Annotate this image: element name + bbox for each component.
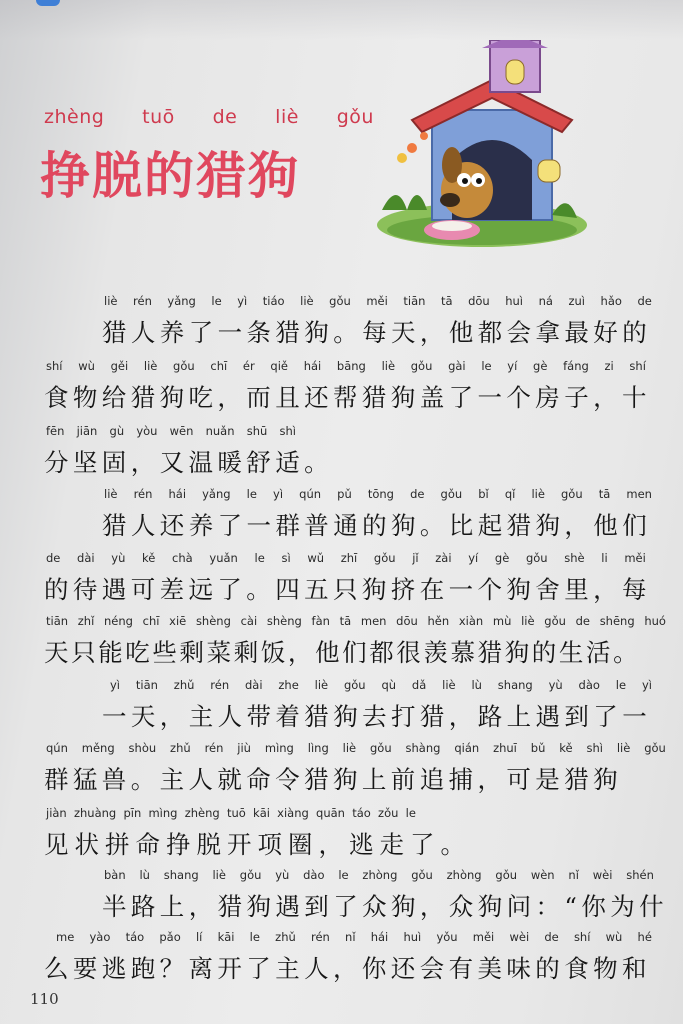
pinyin-syllable: yǒu — [436, 930, 458, 944]
pinyin-syllable: hái — [303, 359, 322, 373]
pinyin-syllable: yào — [89, 930, 111, 944]
pinyin-syllable: ér — [242, 359, 255, 373]
pinyin-syllable: gǒu — [525, 551, 548, 565]
pinyin-syllable: kāi — [253, 806, 270, 820]
pinyin-syllable: gǒu — [329, 294, 351, 308]
pinyin-syllable: liè — [104, 294, 118, 308]
pinyin-syllable: yí — [507, 359, 518, 373]
pinyin-syllable: gǒu — [173, 359, 195, 373]
pinyin-syllable: gǒu — [495, 868, 518, 882]
pinyin-syllable: liè — [616, 741, 631, 755]
pinyin-syllable: zhuàng — [73, 806, 117, 820]
pinyin-syllable: yì — [110, 678, 121, 692]
pinyin-syllable: de — [544, 930, 559, 944]
pinyin-syllable: lù — [471, 678, 482, 692]
pinyin-syllable: pǔ — [337, 487, 352, 501]
pinyin-syllable: gǒu — [370, 741, 392, 755]
pinyin-syllable: liè — [212, 868, 226, 882]
pinyin-syllable: liè — [521, 614, 535, 628]
pinyin-syllable: jiù — [237, 741, 251, 755]
pinyin-syllable: shì — [279, 424, 296, 438]
pinyin-syllable: li — [601, 551, 608, 565]
pinyin-syllable: liè — [381, 359, 396, 373]
pinyin-syllable: yù — [111, 551, 126, 565]
chinese-text: 么要逃跑？离开了主人，你还会有美味的食物和 — [44, 954, 651, 983]
pinyin-syllable: nǐ — [568, 868, 579, 882]
pinyin-syllable: yǎng — [167, 294, 196, 308]
pinyin-syllable: tā — [339, 614, 352, 628]
pinyin-syllable: yòu — [136, 424, 158, 438]
pinyin-syllable: rén — [133, 487, 153, 501]
pinyin-syllable: wèi — [592, 868, 613, 882]
pinyin-syllable: fáng — [563, 359, 589, 373]
pinyin-syllable: yù — [275, 868, 290, 882]
story-title: 挣脱的猎狗 — [40, 147, 300, 205]
pinyin-syllable: shàng — [405, 741, 441, 755]
pinyin-syllable: zhǐ — [77, 614, 95, 628]
chinese-text: 食物给猎狗吃，而且还帮猎狗盖了一个房子，十 — [44, 383, 651, 412]
pinyin-syllable: le — [338, 868, 349, 882]
pinyin-syllable: wǔ — [307, 551, 325, 565]
chinese-text: 一天，主人带着猎狗去打猎，路上遇到了一 — [102, 702, 652, 731]
pinyin-syllable: pīn — [123, 806, 142, 820]
pinyin-syllable: gǒu — [644, 741, 666, 755]
pinyin-syllable: fàn — [311, 614, 330, 628]
pinyin-syllable: yù — [548, 678, 563, 692]
pinyin-syllable: dài — [77, 551, 95, 565]
pinyin-syllable: de — [575, 614, 590, 628]
pinyin-syllable: gǒu — [544, 614, 566, 628]
doghouse-illustration — [372, 40, 594, 250]
pinyin-syllable: gǒu — [373, 551, 396, 565]
pinyin-syllable: me — [56, 930, 75, 944]
pinyin-row — [46, 741, 666, 757]
pinyin-syllable: dài — [244, 678, 263, 692]
pinyin-syllable: wèn — [530, 868, 555, 882]
pinyin-syllable: yì — [273, 487, 284, 501]
pinyin-syllable: xiàn — [458, 614, 484, 628]
pinyin-syllable: zhòng — [446, 868, 482, 882]
page-number: 110 — [30, 990, 59, 1008]
chinese-text: 见状拼命挣脱开项圈，逃走了。 — [44, 830, 471, 859]
pinyin-syllable: dào — [578, 678, 600, 692]
chinese-text: 猎人养了一条猎狗。每天，他都会拿最好的 — [102, 318, 652, 347]
pinyin-syllable: rén — [133, 294, 152, 308]
pinyin-syllable: shí — [46, 359, 63, 373]
pinyin-syllable: kě — [559, 741, 573, 755]
pinyin-syllable: gǒu — [561, 487, 583, 501]
pinyin-row — [46, 359, 646, 375]
pinyin-syllable: fēn — [46, 424, 65, 438]
title-pinyin-syllable: gǒu — [336, 106, 374, 128]
pinyin-syllable: zhǔ — [173, 678, 195, 692]
pinyin-row — [104, 487, 652, 503]
pinyin-syllable: nuǎn — [205, 424, 235, 438]
pinyin-syllable: nǐ — [345, 930, 356, 944]
chinese-text: 半路上，猎狗遇到了众狗，众狗问：“你为什 — [102, 892, 669, 921]
pinyin-syllable: gǒu — [239, 868, 262, 882]
title-pinyin-syllable: de — [212, 106, 238, 128]
pinyin-syllable: jǐ — [412, 551, 419, 565]
pinyin-syllable: tiān — [403, 294, 426, 308]
pinyin-syllable: xiē — [169, 614, 187, 628]
pinyin-syllable: mù — [492, 614, 512, 628]
pinyin-syllable: de — [410, 487, 425, 501]
pinyin-syllable: qún — [299, 487, 322, 501]
pinyin-syllable: xiàng — [277, 806, 309, 820]
pinyin-syllable: hěn — [427, 614, 450, 628]
pinyin-syllable: cài — [240, 614, 258, 628]
pinyin-syllable: qǐ — [504, 487, 516, 501]
pinyin-syllable: jiān — [76, 424, 98, 438]
pinyin-syllable: tā — [440, 294, 453, 308]
pinyin-syllable: wù — [78, 359, 95, 373]
pinyin-syllable: měi — [624, 551, 646, 565]
pinyin-syllable: liè — [442, 678, 456, 692]
pinyin-syllable: mìng — [148, 806, 178, 820]
pinyin-syllable: shang — [163, 868, 199, 882]
pinyin-syllable: hái — [370, 930, 389, 944]
pinyin-syllable: gǒu — [343, 678, 366, 692]
pinyin-syllable: kě — [142, 551, 156, 565]
pinyin-syllable: quān — [316, 806, 345, 820]
pinyin-syllable: měi — [366, 294, 388, 308]
pinyin-syllable: le — [615, 678, 627, 692]
pinyin-syllable: yì — [237, 294, 248, 308]
pinyin-syllable: le — [481, 359, 492, 373]
pinyin-syllable: zài — [435, 551, 452, 565]
pinyin-syllable: shèng — [195, 614, 231, 628]
pinyin-syllable: liè — [104, 487, 118, 501]
pinyin-syllable: hǎo — [600, 294, 622, 308]
pinyin-syllable: mìng — [264, 741, 294, 755]
pinyin-syllable: chà — [172, 551, 193, 565]
pinyin-syllable: le — [254, 551, 265, 565]
pinyin-syllable: rén — [204, 741, 224, 755]
pinyin-syllable: tiān — [46, 614, 69, 628]
pinyin-syllable: zi — [604, 359, 614, 373]
pinyin-row — [104, 868, 654, 884]
pinyin-syllable: rén — [210, 678, 230, 692]
pinyin-syllable: men — [626, 487, 652, 501]
pinyin-syllable: shòu — [128, 741, 157, 755]
pinyin-syllable: yuǎn — [209, 551, 238, 565]
pinyin-row — [46, 551, 646, 567]
pinyin-syllable: yí — [468, 551, 479, 565]
pinyin-syllable: shè — [564, 551, 585, 565]
pinyin-syllable: tā — [598, 487, 611, 501]
pinyin-row — [110, 678, 652, 694]
pinyin-syllable: kāi — [217, 930, 235, 944]
chinese-text: 分坚固，又温暖舒适。 — [44, 448, 333, 477]
pinyin-syllable: lí — [195, 930, 203, 944]
pinyin-syllable: tiān — [135, 678, 158, 692]
pinyin-syllable: dào — [303, 868, 325, 882]
pinyin-row — [46, 806, 416, 822]
pinyin-syllable: hé — [637, 930, 652, 944]
pinyin-syllable: dǎ — [411, 678, 427, 692]
pinyin-row — [56, 930, 652, 946]
pinyin-syllable: zhī — [340, 551, 358, 565]
pinyin-syllable: qún — [46, 741, 68, 755]
pinyin-syllable: shí — [629, 359, 646, 373]
title-pinyin-syllable: liè — [275, 106, 299, 128]
pinyin-row — [46, 614, 666, 630]
pinyin-syllable: shēng — [599, 614, 635, 628]
pinyin-syllable: bàn — [104, 868, 126, 882]
pinyin-syllable: gǒu — [410, 359, 433, 373]
pinyin-syllable: lù — [139, 868, 150, 882]
pinyin-syllable: zhe — [278, 678, 299, 692]
pinyin-syllable: de — [637, 294, 652, 308]
pinyin-syllable: huì — [505, 294, 524, 308]
pinyin-syllable: tiáo — [262, 294, 285, 308]
pinyin-syllable: gè — [494, 551, 510, 565]
pinyin-syllable: hái — [168, 487, 187, 501]
pinyin-syllable: bǔ — [530, 741, 546, 755]
pinyin-syllable: zhèng — [184, 806, 220, 820]
chinese-text: 猎人还养了一群普通的狗。比起猎狗，他们 — [102, 511, 652, 540]
corner-decoration — [36, 0, 60, 6]
chinese-text: 群猛兽。主人就命令猎狗上前追捕，可是猎狗 — [44, 765, 622, 794]
pinyin-syllable: táo — [352, 806, 371, 820]
pinyin-syllable: dōu — [396, 614, 418, 628]
pinyin-syllable: sì — [281, 551, 291, 565]
pinyin-syllable: zǒu — [378, 806, 399, 820]
pinyin-syllable: le — [405, 806, 416, 820]
pinyin-syllable: liè — [314, 678, 329, 692]
pinyin-row — [46, 424, 296, 440]
pinyin-syllable: le — [246, 487, 257, 501]
pinyin-syllable: néng — [103, 614, 133, 628]
pinyin-syllable: chī — [210, 359, 228, 373]
pinyin-syllable: gěi — [110, 359, 129, 373]
pinyin-syllable: le — [211, 294, 222, 308]
pinyin-syllable: gǒu — [440, 487, 463, 501]
title-pinyin-syllable: zhèng — [44, 106, 105, 128]
pinyin-syllable: zhuī — [493, 741, 517, 755]
pinyin-syllable: wù — [605, 930, 623, 944]
pinyin-syllable: gù — [109, 424, 125, 438]
pinyin-syllable: shí — [573, 930, 591, 944]
pinyin-syllable: zhòng — [362, 868, 398, 882]
pinyin-syllable: huì — [403, 930, 422, 944]
pinyin-syllable: gè — [533, 359, 548, 373]
pinyin-syllable: bǐ — [478, 487, 489, 501]
pinyin-syllable: chī — [142, 614, 160, 628]
pinyin-syllable: wèi — [509, 930, 530, 944]
pinyin-syllable: dōu — [468, 294, 490, 308]
pinyin-syllable: tōng — [367, 487, 394, 501]
pinyin-syllable: huó — [644, 614, 666, 628]
pinyin-syllable: liè — [342, 741, 357, 755]
title-pinyin — [44, 106, 374, 128]
pinyin-syllable: shèng — [266, 614, 302, 628]
pinyin-row — [104, 294, 652, 310]
pinyin-syllable: le — [249, 930, 260, 944]
pinyin-syllable: shū — [246, 424, 268, 438]
pinyin-syllable: lìng — [307, 741, 329, 755]
pinyin-syllable: zhǔ — [275, 930, 296, 944]
pinyin-syllable: zhǔ — [170, 741, 191, 755]
pinyin-syllable: wēn — [169, 424, 194, 438]
pinyin-syllable: táo — [125, 930, 145, 944]
pinyin-syllable: pǎo — [159, 930, 181, 944]
pinyin-syllable: jiàn — [46, 806, 67, 820]
pinyin-syllable: liè — [300, 294, 314, 308]
pinyin-syllable: qiě — [270, 359, 288, 373]
pinyin-syllable: měi — [472, 930, 495, 944]
pinyin-syllable: gǒu — [411, 868, 433, 882]
pinyin-syllable: liè — [531, 487, 545, 501]
chinese-text: 的待遇可差远了。四五只狗挤在一个狗舍里，每 — [44, 575, 651, 604]
pinyin-syllable: yì — [641, 678, 652, 692]
pinyin-syllable: men — [360, 614, 387, 628]
chinese-text: 天只能吃些剩菜剩饭，他们都很羡慕猎狗的生活。 — [44, 638, 641, 667]
pinyin-syllable: de — [46, 551, 61, 565]
title-pinyin-syllable: tuō — [142, 106, 175, 128]
page-shadow — [0, 0, 683, 40]
pinyin-syllable: rén — [310, 930, 330, 944]
pinyin-syllable: shang — [497, 678, 533, 692]
pinyin-syllable: gài — [448, 359, 466, 373]
pinyin-syllable: zuì — [568, 294, 585, 308]
pinyin-syllable: shén — [626, 868, 654, 882]
pinyin-syllable: qián — [454, 741, 480, 755]
pinyin-syllable: qù — [381, 678, 397, 692]
pinyin-syllable: yǎng — [202, 487, 231, 501]
pinyin-syllable: měng — [81, 741, 115, 755]
pinyin-syllable: shì — [586, 741, 603, 755]
pinyin-syllable: bāng — [336, 359, 366, 373]
pinyin-syllable: liè — [143, 359, 158, 373]
pinyin-syllable: ná — [538, 294, 553, 308]
pinyin-syllable: tuō — [226, 806, 246, 820]
